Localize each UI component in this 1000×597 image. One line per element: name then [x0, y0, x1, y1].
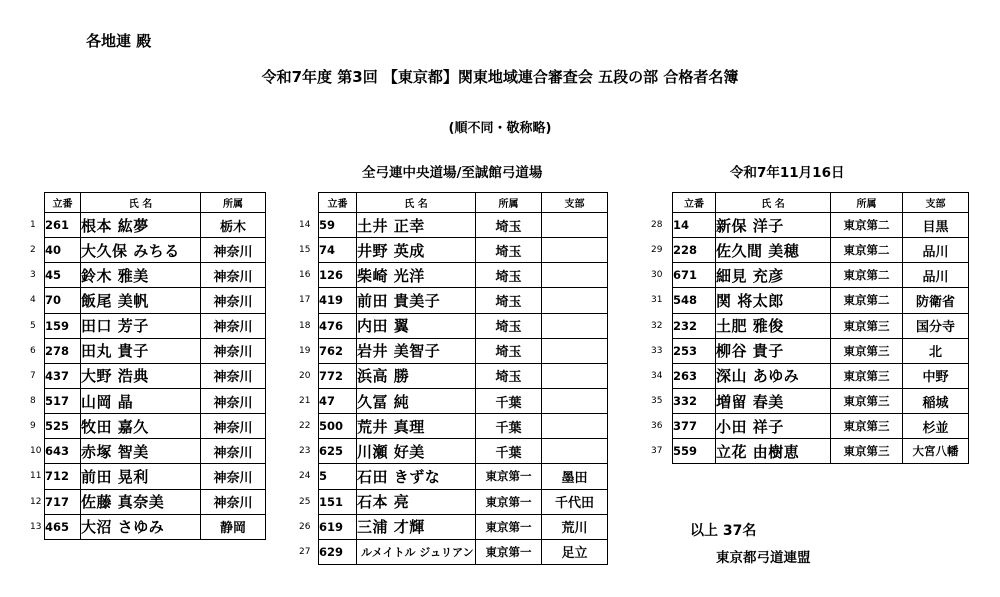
candidate-number: 228 [673, 238, 716, 263]
branch: 国分寺 [903, 313, 969, 338]
candidate-number: 619 [319, 514, 357, 539]
candidate-name: 立花 由樹恵 [716, 439, 831, 464]
candidate-name: 石田 きずな [357, 464, 476, 489]
branch [542, 288, 608, 313]
table-row [45, 213, 266, 238]
table-header [45, 193, 266, 213]
candidate-number: 5 [319, 464, 357, 489]
branch: 杉並 [903, 414, 969, 439]
candidate-number: 253 [673, 338, 716, 363]
row-index: 13 [30, 521, 42, 532]
table-row [319, 213, 608, 238]
affiliation: 神奈川 [201, 313, 266, 338]
table-row [673, 313, 969, 338]
affiliation: 埼玉 [476, 238, 542, 263]
affiliation: 神奈川 [201, 464, 266, 489]
branch: 稲城 [903, 388, 969, 413]
candidate-number: 70 [45, 288, 81, 313]
candidate-number: 712 [45, 464, 81, 489]
affiliation: 神奈川 [201, 414, 266, 439]
branch: 品川 [903, 238, 969, 263]
candidate-name: 関 将太郎 [716, 288, 831, 313]
affiliation: 東京第一 [476, 489, 542, 514]
candidate-name: 赤塚 智美 [81, 439, 201, 464]
table-row [45, 338, 266, 363]
affiliation: 神奈川 [201, 489, 266, 514]
candidate-number: 465 [45, 514, 81, 539]
candidate-name: 鈴木 雅美 [81, 263, 201, 288]
roster-table-middle [318, 192, 608, 565]
roster-table-left [44, 192, 266, 540]
branch: 墨田 [542, 464, 608, 489]
table-row [319, 514, 608, 539]
candidate-number: 625 [319, 439, 357, 464]
table-row [673, 363, 969, 388]
candidate-number: 476 [319, 313, 357, 338]
row-index: 28 [651, 220, 663, 230]
candidate-name: 三浦 才輝 [357, 514, 476, 539]
affiliation: 千葉 [476, 388, 542, 413]
candidate-name: 荒井 真理 [357, 414, 476, 439]
affiliation: 埼玉 [476, 338, 542, 363]
candidate-name: 山岡 晶 [81, 388, 201, 413]
exam-date: 令和7年11月16日 [730, 165, 845, 181]
row-index: 10 [30, 446, 42, 457]
branch [542, 238, 608, 263]
table-row [319, 464, 608, 489]
order-note: (順不同・敬称略) [448, 121, 552, 136]
candidate-number: 263 [673, 363, 716, 388]
row-index: 34 [651, 370, 663, 381]
affiliation: 東京第二 [831, 213, 903, 238]
candidate-number: 559 [673, 439, 716, 464]
candidate-name: 佐久間 美穂 [716, 238, 831, 263]
affiliation: 千葉 [476, 414, 542, 439]
candidate-number: 74 [319, 238, 357, 263]
row-index: 33 [651, 345, 663, 356]
row-index: 19 [299, 345, 311, 356]
table-row [673, 439, 969, 464]
candidate-name: 大野 浩典 [81, 363, 201, 388]
candidate-number: 762 [319, 338, 357, 363]
row-index: 4 [30, 295, 36, 306]
candidate-name: 浜高 勝 [357, 363, 476, 388]
candidate-number: 377 [673, 414, 716, 439]
affiliation: 東京第三 [831, 414, 903, 439]
header-num: 立番 [673, 193, 716, 213]
table-row [319, 489, 608, 514]
row-index: 24 [299, 471, 311, 482]
table-row [319, 439, 608, 464]
row-index: 14 [299, 220, 311, 230]
row-index: 11 [30, 471, 42, 482]
branch: 大宮八幡 [903, 439, 969, 464]
candidate-name: 田口 芳子 [81, 313, 201, 338]
header-num: 立番 [45, 193, 81, 213]
table-row [673, 388, 969, 413]
table-row [319, 539, 608, 564]
candidate-name: 牧田 嘉久 [81, 414, 201, 439]
candidate-number: 151 [319, 489, 357, 514]
table-row [45, 363, 266, 388]
branch [542, 213, 608, 238]
row-index: 5 [30, 320, 36, 331]
table-row [673, 414, 969, 439]
affiliation: 埼玉 [476, 288, 542, 313]
candidate-name: 前田 貴美子 [357, 288, 476, 313]
candidate-name: 深山 あゆみ [716, 363, 831, 388]
row-index: 17 [299, 295, 311, 306]
table-row [319, 313, 608, 338]
candidate-number: 40 [45, 238, 81, 263]
row-index: 20 [299, 370, 311, 381]
branch [542, 313, 608, 338]
table-row [45, 388, 266, 413]
candidate-number: 517 [45, 388, 81, 413]
row-index: 22 [299, 421, 311, 432]
affiliation: 東京第三 [831, 313, 903, 338]
affiliation: 東京第二 [831, 238, 903, 263]
table-row [45, 464, 266, 489]
affiliation: 神奈川 [201, 263, 266, 288]
table-row [45, 439, 266, 464]
affiliation: 東京第二 [831, 263, 903, 288]
candidate-number: 126 [319, 263, 357, 288]
candidate-name: 大久保 みちる [81, 238, 201, 263]
table-row [673, 213, 969, 238]
candidate-name: ルメイトル ジュリアン [357, 539, 476, 564]
candidate-number: 59 [319, 213, 357, 238]
branch: 防衛省 [903, 288, 969, 313]
candidate-number: 500 [319, 414, 357, 439]
row-index: 37 [651, 446, 663, 457]
affiliation: 東京第一 [476, 539, 542, 564]
affiliation: 埼玉 [476, 213, 542, 238]
candidate-name: 佐藤 真奈美 [81, 489, 201, 514]
branch [542, 439, 608, 464]
candidate-name: 土肥 雅俊 [716, 313, 831, 338]
branch: 北 [903, 338, 969, 363]
row-index: 35 [651, 395, 663, 406]
row-index: 25 [299, 496, 311, 507]
candidate-name: 細見 充彦 [716, 263, 831, 288]
affiliation: 東京第三 [831, 439, 903, 464]
candidate-name: 田丸 貴子 [81, 338, 201, 363]
row-index: 7 [30, 370, 36, 381]
addressee: 各地連 殿 [86, 32, 152, 50]
row-index: 1 [30, 220, 36, 230]
branch: 品川 [903, 263, 969, 288]
table-row [45, 414, 266, 439]
row-index: 30 [651, 270, 663, 281]
header-name: 氏 名 [81, 193, 201, 213]
affiliation: 東京第二 [831, 288, 903, 313]
table-row [319, 363, 608, 388]
row-index: 26 [299, 521, 311, 532]
candidate-name: 井野 英成 [357, 238, 476, 263]
table-row [673, 338, 969, 363]
affiliation: 千葉 [476, 439, 542, 464]
table-row [45, 489, 266, 514]
row-numbers-right [651, 213, 669, 464]
row-index: 9 [30, 421, 36, 432]
candidate-number: 437 [45, 363, 81, 388]
candidate-number: 548 [673, 288, 716, 313]
document-title: 令和7年度 第3回 【東京都】関東地域連合審査会 五段の部 合格者名簿 [261, 68, 739, 86]
candidate-name: 根本 紘夢 [81, 213, 201, 238]
table-row [319, 238, 608, 263]
affiliation: 静岡 [201, 514, 266, 539]
row-index: 12 [30, 496, 42, 507]
header-affiliation: 所属 [831, 193, 903, 213]
candidate-number: 525 [45, 414, 81, 439]
affiliation: 東京第三 [831, 338, 903, 363]
affiliation: 東京第三 [831, 363, 903, 388]
table-row [673, 263, 969, 288]
branch [542, 263, 608, 288]
affiliation: 神奈川 [201, 363, 266, 388]
affiliation: 神奈川 [201, 338, 266, 363]
header-name: 氏 名 [716, 193, 831, 213]
row-index: 3 [30, 270, 36, 281]
row-index: 2 [30, 245, 36, 256]
affiliation: 東京第一 [476, 514, 542, 539]
table-row [319, 263, 608, 288]
candidate-number: 45 [45, 263, 81, 288]
candidate-name: 小田 祥子 [716, 414, 831, 439]
affiliation: 東京第三 [831, 388, 903, 413]
candidate-name: 土井 正幸 [357, 213, 476, 238]
candidate-name: 久冨 純 [357, 388, 476, 413]
branch: 目黒 [903, 213, 969, 238]
candidate-name: 川瀬 好美 [357, 439, 476, 464]
affiliation: 埼玉 [476, 313, 542, 338]
candidate-number: 772 [319, 363, 357, 388]
table-row [319, 414, 608, 439]
affiliation: 神奈川 [201, 388, 266, 413]
venue: 全弓連中央道場/至誠館弓道場 [362, 165, 543, 181]
row-index: 8 [30, 395, 36, 406]
candidate-number: 278 [45, 338, 81, 363]
candidate-name: 飯尾 美帆 [81, 288, 201, 313]
table-row [45, 263, 266, 288]
header-num: 立番 [319, 193, 357, 213]
candidate-name: 柴崎 光洋 [357, 263, 476, 288]
candidate-name: 大沼 さゆみ [81, 514, 201, 539]
row-index: 23 [299, 446, 311, 457]
row-index: 21 [299, 395, 311, 406]
candidate-name: 内田 翼 [357, 313, 476, 338]
candidate-name: 増留 春美 [716, 388, 831, 413]
table-row [319, 388, 608, 413]
row-index: 29 [651, 245, 663, 256]
branch: 足立 [542, 539, 608, 564]
table-row [45, 288, 266, 313]
candidate-name: 柳谷 貴子 [716, 338, 831, 363]
branch: 荒川 [542, 514, 608, 539]
row-numbers-middle [299, 213, 317, 565]
table-row [673, 288, 969, 313]
candidate-number: 14 [673, 213, 716, 238]
row-index: 27 [299, 546, 311, 557]
branch [542, 363, 608, 388]
row-index: 18 [299, 320, 311, 331]
affiliation: 埼玉 [476, 363, 542, 388]
affiliation: 神奈川 [201, 439, 266, 464]
table-row [673, 238, 969, 263]
row-index: 32 [651, 320, 663, 331]
candidate-number: 629 [319, 539, 357, 564]
total-count: 以上 37名 [690, 523, 757, 539]
affiliation: 神奈川 [201, 238, 266, 263]
candidate-number: 717 [45, 489, 81, 514]
candidate-name: 岩井 美智子 [357, 338, 476, 363]
candidate-number: 643 [45, 439, 81, 464]
header-affiliation: 所属 [201, 193, 266, 213]
candidate-number: 671 [673, 263, 716, 288]
row-index: 31 [651, 295, 663, 306]
table-row [45, 313, 266, 338]
candidate-number: 261 [45, 213, 81, 238]
roster-table-right [672, 192, 969, 464]
branch [542, 388, 608, 413]
affiliation: 埼玉 [476, 263, 542, 288]
organization-name: 東京都弓道連盟 [716, 550, 811, 566]
candidate-number: 47 [319, 388, 357, 413]
row-index: 36 [651, 421, 663, 432]
header-branch: 支部 [903, 193, 969, 213]
header-name: 氏 名 [357, 193, 476, 213]
affiliation: 東京第一 [476, 464, 542, 489]
candidate-number: 332 [673, 388, 716, 413]
row-index: 6 [30, 345, 36, 356]
table-header [319, 193, 608, 213]
table-row [45, 238, 266, 263]
branch: 千代田 [542, 489, 608, 514]
header-affiliation: 所属 [476, 193, 542, 213]
candidate-number: 232 [673, 313, 716, 338]
candidate-number: 419 [319, 288, 357, 313]
row-index: 16 [299, 270, 311, 281]
header-branch: 支部 [542, 193, 608, 213]
affiliation: 栃木 [201, 213, 266, 238]
row-index: 15 [299, 245, 311, 256]
candidate-number: 159 [45, 313, 81, 338]
table-row [319, 338, 608, 363]
table-header [673, 193, 969, 213]
branch [542, 338, 608, 363]
affiliation: 神奈川 [201, 288, 266, 313]
candidate-name: 石本 亮 [357, 489, 476, 514]
candidate-name: 前田 晃利 [81, 464, 201, 489]
branch [542, 414, 608, 439]
table-row [319, 288, 608, 313]
table-row [45, 514, 266, 539]
branch: 中野 [903, 363, 969, 388]
candidate-name: 新保 洋子 [716, 213, 831, 238]
